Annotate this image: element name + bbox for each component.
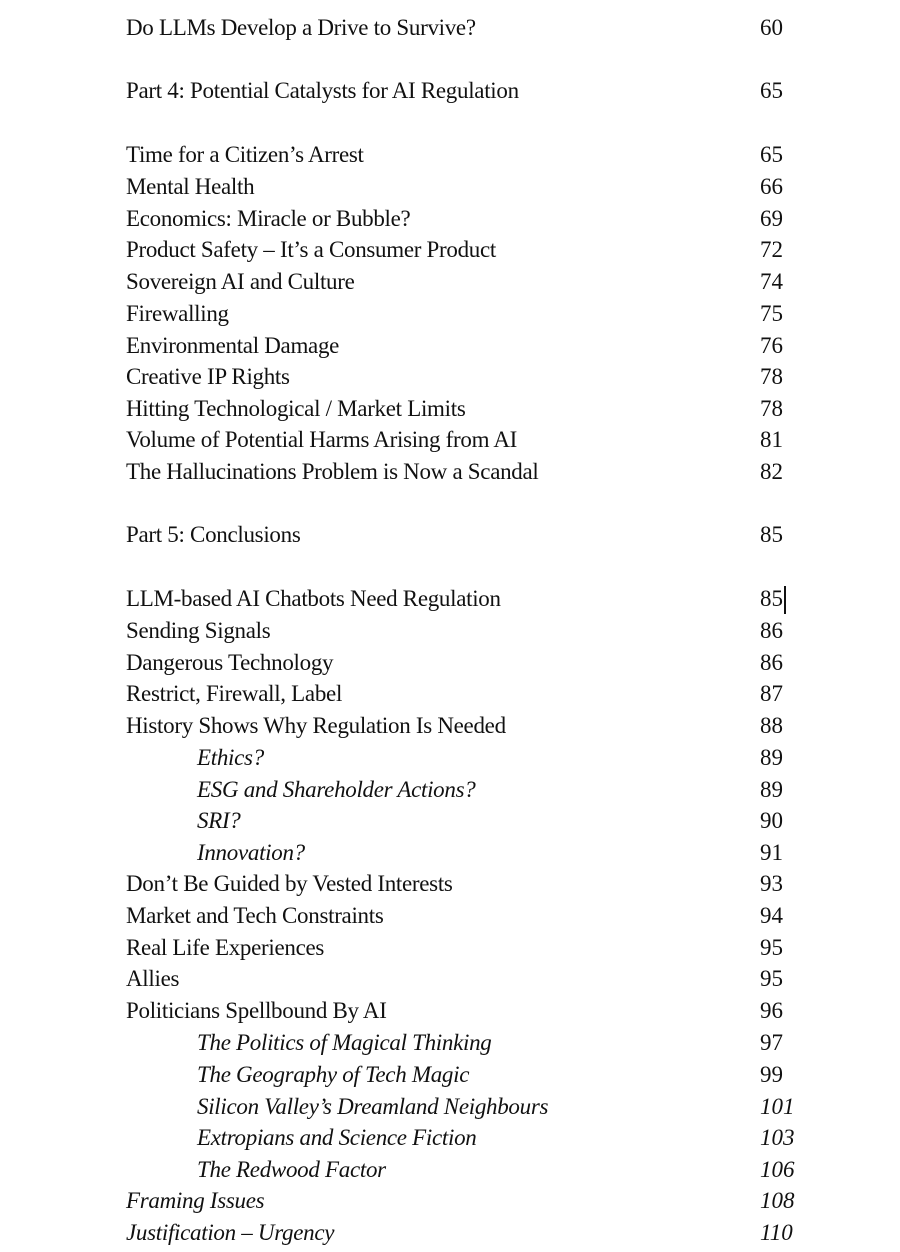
- toc-entry[interactable]: [0, 267, 900, 297]
- toc-entry-title: Innovation?: [197, 840, 305, 865]
- toc-entry-title: Don’t Be Guided by Vested Interests: [126, 871, 453, 896]
- toc-entry-page-number: 99: [760, 1062, 783, 1087]
- toc-entry-title: Part 5: Conclusions: [126, 522, 301, 547]
- toc-entry[interactable]: [0, 996, 900, 1026]
- toc-entry[interactable]: [0, 711, 900, 741]
- toc-entry-page-number: 74: [760, 269, 783, 294]
- toc-entry[interactable]: [0, 901, 900, 931]
- toc-entry-title: Framing Issues: [126, 1188, 265, 1213]
- toc-entry-page-number: 93: [760, 871, 783, 896]
- toc-entry-page-number: 78: [760, 364, 783, 389]
- toc-entry-title: Extropians and Science Fiction: [197, 1125, 477, 1150]
- toc-entry-title: Sending Signals: [126, 618, 271, 643]
- toc-entry-page-number: 66: [760, 174, 783, 199]
- toc-entry-page-number: 106: [760, 1157, 795, 1182]
- toc-entry-title: Sovereign AI and Culture: [126, 269, 355, 294]
- toc-entry-title: The Hallucinations Problem is Now a Scandal: [126, 459, 539, 484]
- toc-entry[interactable]: [0, 204, 900, 234]
- toc-entry[interactable]: [0, 1218, 900, 1248]
- toc-entry-title: Justification – Urgency: [126, 1220, 335, 1245]
- toc-entry-title: Allies: [126, 966, 180, 991]
- toc-entry-title: Hitting Technological / Market Limits: [126, 396, 466, 421]
- toc-entry-title: ESG and Shareholder Actions?: [197, 777, 476, 802]
- toc-entry[interactable]: [0, 1092, 900, 1122]
- toc-entry-page-number: 108: [760, 1188, 795, 1213]
- toc-entry[interactable]: [0, 933, 900, 963]
- toc-entry[interactable]: [0, 1060, 900, 1090]
- toc-entry-page-number: 110: [760, 1220, 793, 1245]
- toc-entry-title: LLM-based AI Chatbots Need Regulation: [126, 586, 501, 611]
- toc-entry[interactable]: [0, 743, 900, 773]
- toc-entry-title: Market and Tech Constraints: [126, 903, 384, 928]
- toc-entry-title: Restrict, Firewall, Label: [126, 681, 343, 706]
- toc-entry-page-number: 91: [760, 840, 783, 865]
- toc-entry[interactable]: [0, 869, 900, 899]
- toc-entry-page-number: 89: [760, 745, 783, 770]
- toc-entry-page-number: 69: [760, 206, 783, 231]
- toc-entry[interactable]: [0, 235, 900, 265]
- toc-entry[interactable]: [0, 394, 900, 424]
- toc-entry-title: Economics: Miracle or Bubble?: [126, 206, 411, 231]
- toc-entry-page-number: 76: [760, 333, 783, 358]
- toc-entry[interactable]: [0, 172, 900, 202]
- toc-entry-page-number: 75: [760, 301, 783, 326]
- toc-entry-title: Time for a Citizen’s Arrest: [126, 142, 364, 167]
- toc-entry-title: History Shows Why Regulation Is Needed: [126, 713, 506, 738]
- toc-entry-page-number: 85: [760, 522, 783, 547]
- toc-entry-title: Creative IP Rights: [126, 364, 290, 389]
- toc-entry-title: Product Safety – It’s a Consumer Product: [126, 237, 497, 262]
- toc-entry[interactable]: [0, 775, 900, 805]
- toc-entry-page-number: 101: [760, 1094, 795, 1119]
- toc-entry-title: Real Life Experiences: [126, 935, 325, 960]
- toc-entry-page-number: 96: [760, 998, 783, 1023]
- toc-entry-title: The Redwood Factor: [197, 1157, 386, 1182]
- toc-entry-title: Silicon Valley’s Dreamland Neighbours: [197, 1094, 549, 1119]
- toc-entry[interactable]: [0, 1123, 900, 1153]
- text-cursor: [784, 586, 786, 614]
- toc-entry-page-number: 65: [760, 78, 783, 103]
- toc-entry[interactable]: [0, 1028, 900, 1058]
- toc-entry[interactable]: [0, 1186, 900, 1216]
- toc-entry[interactable]: [0, 648, 900, 678]
- toc-entry-page-number: 86: [760, 650, 783, 675]
- toc-part-heading[interactable]: [0, 520, 900, 550]
- toc-entry-page-number: 86: [760, 618, 783, 643]
- toc-entry[interactable]: [0, 584, 900, 614]
- toc-entry-title: Politicians Spellbound By AI: [126, 998, 387, 1023]
- toc-entry-title: Environmental Damage: [126, 333, 340, 358]
- toc-entry-page-number: 97: [760, 1030, 783, 1055]
- toc-entry-page-number: 81: [760, 427, 783, 452]
- toc-entry-title: Do LLMs Develop a Drive to Survive?: [126, 15, 476, 40]
- toc-entry-page-number: 90: [760, 808, 783, 833]
- toc-entry[interactable]: [0, 616, 900, 646]
- toc-entry[interactable]: [0, 299, 900, 329]
- toc-entry-title: Firewalling: [126, 301, 229, 326]
- toc-entry[interactable]: [0, 806, 900, 836]
- toc-entry[interactable]: [0, 838, 900, 868]
- toc-entry-title: The Geography of Tech Magic: [197, 1062, 470, 1087]
- toc-entry-page-number: 60: [760, 15, 783, 40]
- toc-entry-title: Volume of Potential Harms Arising from AI: [126, 427, 518, 452]
- toc-entry-page-number: 94: [760, 903, 783, 928]
- toc-entry[interactable]: [0, 679, 900, 709]
- toc-entry-page-number: 72: [760, 237, 783, 262]
- toc-entry[interactable]: [0, 140, 900, 170]
- toc-entry[interactable]: [0, 362, 900, 392]
- toc-entry-title: Ethics?: [197, 745, 264, 770]
- toc-entry[interactable]: [0, 457, 900, 487]
- toc-entry-page-number: 82: [760, 459, 783, 484]
- toc-entry-page-number: 95: [760, 966, 783, 991]
- toc-entry-page-number: 95: [760, 935, 783, 960]
- toc-entry-title: The Politics of Magical Thinking: [197, 1030, 492, 1055]
- toc-entry-page-number: 78: [760, 396, 783, 421]
- toc-entry[interactable]: [0, 1155, 900, 1185]
- toc-entry-page-number: 103: [760, 1125, 795, 1150]
- toc-entry[interactable]: [0, 964, 900, 994]
- toc-entry-page-number: 88: [760, 713, 783, 738]
- toc-entry[interactable]: [0, 425, 900, 455]
- toc-entry-page-number: 85: [760, 586, 783, 611]
- toc-entry-title: SRI?: [197, 808, 241, 833]
- toc-entry[interactable]: [0, 13, 900, 43]
- toc-entry-page-number: 65: [760, 142, 783, 167]
- toc-entry-title: Dangerous Technology: [126, 650, 334, 675]
- toc-entry-title: Part 4: Potential Catalysts for AI Regulation: [126, 78, 519, 103]
- toc-entry-page-number: 89: [760, 777, 783, 802]
- toc-part-heading[interactable]: [0, 76, 900, 106]
- toc-entry-page-number: 87: [760, 681, 783, 706]
- toc-entry[interactable]: [0, 331, 900, 361]
- toc-entry-title: Mental Health: [126, 174, 255, 199]
